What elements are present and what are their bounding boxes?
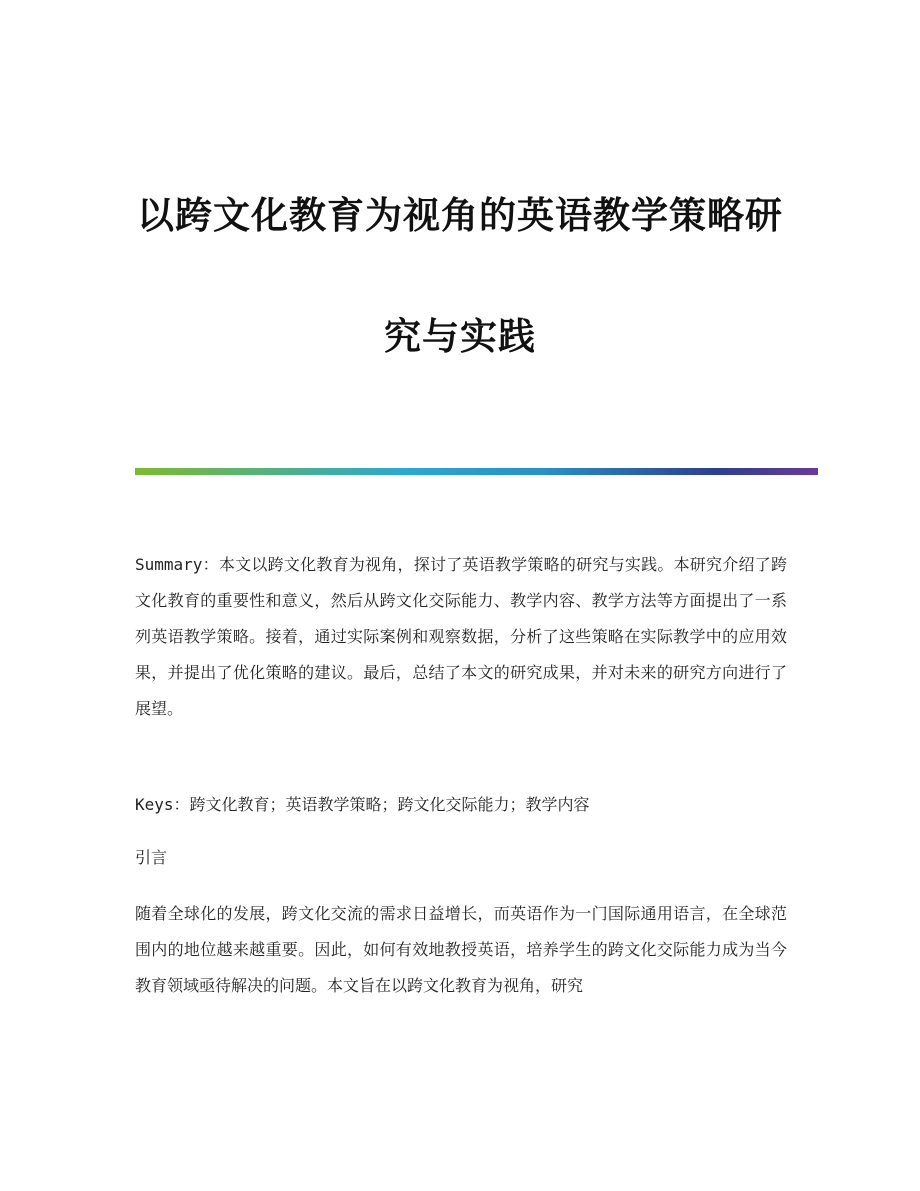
document-title-line-2: 究与实践 (384, 314, 536, 358)
body-paragraph: 随着全球化的发展，跨文化交流的需求日益增长，而英语作为一门国际通用语言，在全球范围内的地位越来越重要。因此，如何有效地教授英语，培养学生的跨文化交际能力成为当今教育领域亟待解决的问题。本文旨在以跨文化教育为视角，研究 (135, 904, 787, 995)
keywords-line: Keys：跨文化教育；英语教学策略；跨文化交际能力；教学内容 (135, 795, 590, 814)
section-heading-introduction: 引言 (135, 848, 168, 867)
summary-paragraph: Summary：本文以跨文化教育为视角，探讨了英语教学策略的研究与实践。本研究介绍了跨文化教育的重要性和意义，然后从跨文化交际能力、教学内容、教学方法等方面提出了一系列英语教学策略。接着，通过实际案例和观察数据，分析了这些策略在实际教学中的应用效果，并提出了优化策略的建议。最后，总结了本文的研究成果，并对未来的研究方向进行了展望。 (135, 555, 787, 718)
document-title-line-1: 以跨文化教育为视角的英语教学策略研 (137, 193, 783, 237)
gradient-divider (135, 468, 818, 475)
